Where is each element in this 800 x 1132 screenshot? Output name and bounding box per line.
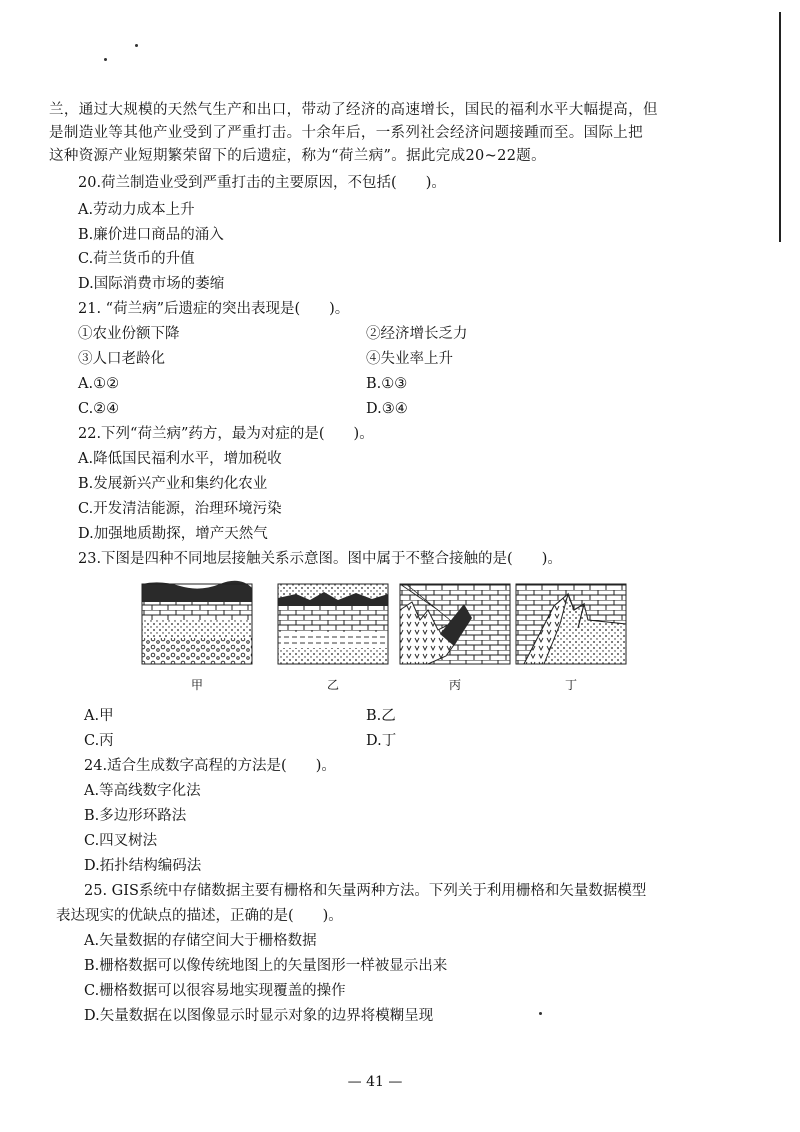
q21-option-d: D.③④ (366, 401, 408, 417)
q25-option-a: A.矢量数据的存储空间大于栅格数据 (84, 933, 317, 949)
strata-contact-figure (140, 580, 640, 690)
q21-item-3: ③人口老龄化 (78, 351, 165, 367)
q24-option-a: A.等高线数字化法 (84, 783, 201, 799)
q20-option-b: B.廉价进口商品的涌入 (78, 227, 224, 243)
q25-stem-line-1: 25. GIS系统中存储数据主要有栅格和矢量两种方法。下列关于利用栅格和矢量数据模型 (84, 883, 647, 899)
strata-diagram-yi (276, 580, 390, 668)
q21-option-a: A.①② (78, 376, 120, 392)
strata-label-bing: 丙 (448, 678, 461, 692)
strata-diagram-bing (398, 580, 512, 668)
page-number: — 41 — (347, 1074, 403, 1090)
q23-option-b: B.乙 (366, 708, 396, 724)
q20-option-c: C.荷兰货币的升值 (78, 251, 195, 267)
strata-diagram-jia (140, 580, 254, 668)
q22-option-a: A.降低国民福利水平，增加税收 (78, 451, 282, 467)
scan-speck (539, 1012, 542, 1015)
q21-item-4: ④失业率上升 (366, 351, 453, 367)
q25-option-d: D.矢量数据在以图像显示时显示对象的边界将模糊呈现 (84, 1008, 434, 1024)
q20-option-d: D.国际消费市场的萎缩 (78, 276, 225, 292)
q24-stem: 24.适合生成数字高程的方法是( )。 (84, 758, 336, 774)
q21-item-1: ①农业份额下降 (78, 326, 180, 342)
q22-stem: 22.下列“荷兰病”药方，最为对症的是( )。 (78, 426, 374, 442)
q21-stem: 21. “荷兰病”后遗症的突出表现是( )。 (78, 301, 350, 317)
q21-item-2: ②经济增长乏力 (366, 326, 468, 342)
q23-option-a: A.甲 (84, 708, 114, 724)
strata-label-ding: 丁 (564, 678, 577, 692)
q25-option-b: B.栅格数据可以像传统地图上的矢量图形一样被显示出来 (84, 958, 448, 974)
q24-option-d: D.拓扑结构编码法 (84, 858, 202, 874)
strata-label-yi: 乙 (326, 678, 339, 692)
q20-stem: 20.荷兰制造业受到严重打击的主要原因，不包括( )。 (78, 175, 446, 191)
scan-speck (135, 44, 138, 47)
q24-option-b: B.多边形环路法 (84, 808, 187, 824)
q22-option-c: C.开发清洁能源，治理环境污染 (78, 501, 282, 517)
q22-option-b: B.发展新兴产业和集约化农业 (78, 476, 268, 492)
strata-diagram-ding (514, 580, 628, 668)
q25-option-c: C.栅格数据可以很容易地实现覆盖的操作 (84, 983, 346, 999)
q23-stem: 23.下图是四种不同地层接触关系示意图。图中属于不整合接触的是( )。 (78, 551, 562, 567)
intro-line-3: 这种资源产业短期繁荣留下的后遗症，称为“荷兰病”。据此完成20~22题。 (49, 148, 546, 164)
q24-option-c: C.四叉树法 (84, 833, 158, 849)
q23-option-d: D.丁 (366, 733, 397, 749)
intro-line-2: 是制造业等其他产业受到了严重打击。十余年后，一系列社会经济问题接踵而至。国际上把 (49, 125, 643, 141)
q21-option-c: C.②④ (78, 401, 120, 417)
scan-speck (104, 58, 107, 61)
intro-line-1: 兰，通过大规模的天然气生产和出口，带动了经济的高速增长，国民的福利水平大幅提高，但 (49, 102, 658, 118)
strata-label-jia: 甲 (190, 678, 203, 692)
q23-option-c: C.丙 (84, 733, 114, 749)
q22-option-d: D.加强地质勘探，增产天然气 (78, 526, 268, 542)
q20-option-a: A.劳动力成本上升 (78, 202, 195, 218)
scan-edge-line (779, 12, 781, 242)
q21-option-b: B.①③ (366, 376, 408, 392)
q25-stem-line-2: 表达现实的优缺点的描述，正确的是( )。 (56, 908, 343, 924)
